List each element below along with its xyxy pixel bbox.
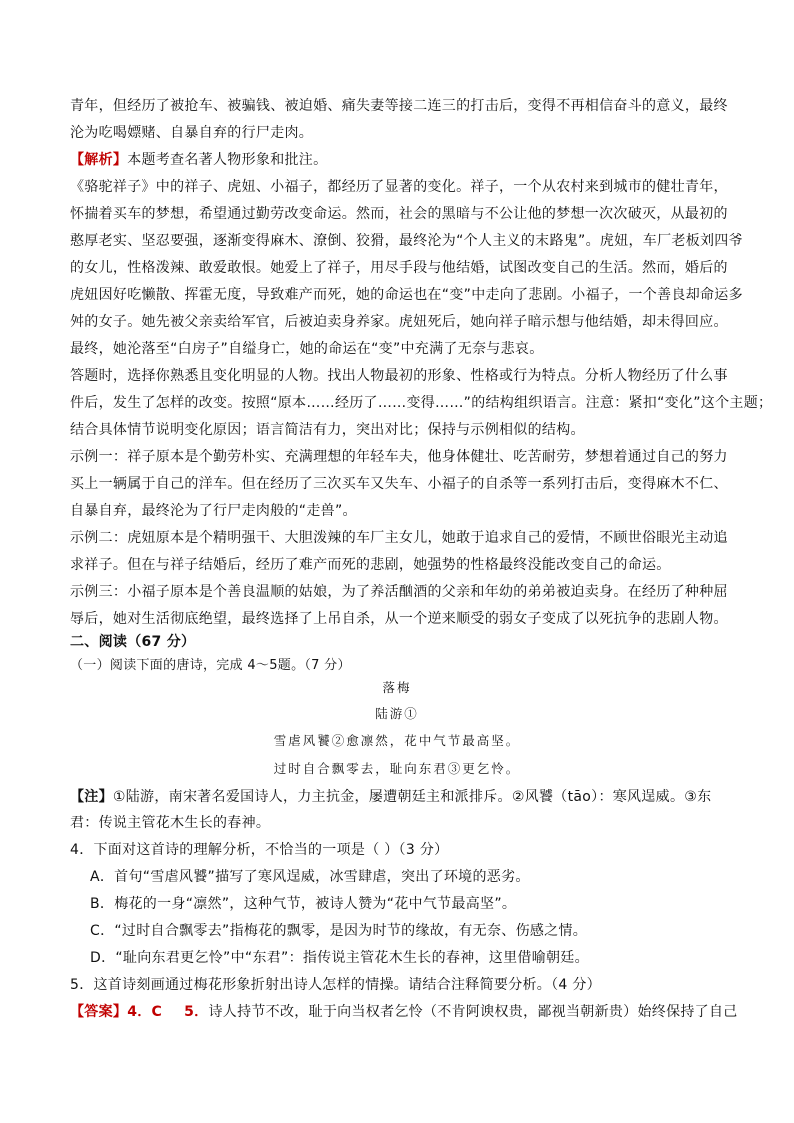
text-line: 青年，但经历了被抢车、被骗钱、被迫婚、痛失妻等接二连三的打击后，变得不再相信奋斗的意义，最终 <box>70 98 728 114</box>
text-line: 答题时，选择你熟悉且变化明显的人物。找出人物最初的形象、性格或行为特点。分析人物经历了什么事 <box>70 368 728 384</box>
text-line: 最终，她沦落至“白房子”自缢身亡，她的命运在“变”中充满了无奈与悲哀。 <box>70 341 544 357</box>
option-b: B．梅花的一身“凛然”，这种气节，被诗人赞为“花中气节最高坚”。 <box>90 896 517 912</box>
text-line: 虎妞因好吃懒散、挥霍无度，导致难产而死，她的命运也在“变”中走向了悲剧。小福子，一个善良却命运多 <box>70 287 743 303</box>
text-line: 的女儿，性格泼辣、敢爱敢恨。她爱上了祥子，用尽手段与他结婚，试图改变自己的生活。然而，婚后的 <box>70 260 728 276</box>
answer-line <box>70 1002 738 1022</box>
text-line: 示例三：小福子原本是个善良温顺的姑娘，为了养活酗酒的父亲和年幼的弟弟被迫卖身。在经历了种种屈 <box>70 584 728 600</box>
text-line: 买上一辆属于自己的洋车。但在经历了三次买车又失车、小福子的自杀等一系列打击后，变得麻木不仁、 <box>70 476 728 492</box>
answer-q4: 4．C <box>127 1004 163 1020</box>
text-line: 辱后，她对生活彻底绝望，最终选择了上吊自杀，从一个逆来顺受的弱女子变成了以死抗争的悲剧人物。 <box>70 611 728 627</box>
poem-line: 过时自合飘零去，耻向东君③更乞怜。 <box>273 761 521 776</box>
notes-tag: 【注】 <box>70 789 113 805</box>
question-4-stem: 4．下面对这首诗的理解分析，不恰当的一项是（ ）（3 分） <box>70 842 449 858</box>
poem-author: 陆游① <box>375 706 419 721</box>
poem-title: 落梅 <box>382 680 412 695</box>
text-line: 示例二：虎妞原本是个精明强干、大胆泼辣的车厂主女儿，她敢于追求自己的爱情，不顾世俗眼光主动追 <box>70 530 728 546</box>
text-line: 怀揣着买车的梦想，希望通过勤劳改变命运。然而，社会的黑暗与不公让他的梦想一次次破灭，从最初的 <box>70 206 728 222</box>
text-line: 舛的女子。她先被父亲卖给军官，后被迫卖身养家。虎妞死后，她向祥子暗示想与他结婚，却未得回应。 <box>70 314 728 330</box>
answer-q5-prefix: 5． <box>184 1004 209 1020</box>
jiexi-head: 本题考查名著人物形象和批注。 <box>127 152 328 168</box>
notes-line: 君：传说主管花木生长的春神。 <box>70 815 271 831</box>
answer-text: 诗人持节不改，耻于向当权者乞怜（不肯阿谀权贵，鄙视当朝新贵）始终保持了自己 <box>208 1004 738 1020</box>
text-line: 件后，发生了怎样的改变。按照“原本……经历了……变得……”的结构组织语言。注意：紧扣“变化”这个主题； <box>70 395 773 411</box>
text-line: 沦为吃喝嫖赌、自暴自弃的行尸走肉。 <box>70 125 314 141</box>
option-a: A．首句“雪虐风饕”描写了寒风逞威，冰雪肆虐，突出了环境的恶劣。 <box>90 869 530 885</box>
notes-text: ①陆游，南宋著名爱国诗人，力主抗金，屡遭朝廷主和派排斥。②风饕（tāo）：寒风逞威。③东 <box>112 789 712 805</box>
jiexi-tag: 【解析】 <box>70 152 128 168</box>
text-line: 求祥子。但在与祥子结婚后，经历了难产而死的悲剧，她强势的性格最终没能改变自己的命运。 <box>70 557 671 573</box>
poem-line: 雪虐风饕②愈凛然，花中气节最高坚。 <box>273 733 521 748</box>
text-line: 自暴自弃，最终沦为了行尸走肉般的“走兽”。 <box>70 503 357 519</box>
jiexi-heading <box>70 150 730 170</box>
option-d: D．“耻向东君更乞怜”中“东君”：指传说主管花木生长的春神，这里借喻朝廷。 <box>90 950 589 966</box>
question-5-stem: 5．这首诗刻画通过梅花形象折射出诗人怎样的情操。请结合注释简要分析。（4 分） <box>70 977 601 993</box>
text-line: 憨厚老实、坚忍要强，逐渐变得麻木、潦倒、狡猾，最终沦为“个人主义的末路鬼”。虎妞，车厂老板刘四爷 <box>70 233 743 249</box>
section-subtitle: （一）阅读下面的唐诗，完成 4～5题。（7 分） <box>70 658 351 673</box>
section-title: 二、阅读（67 分） <box>70 634 196 650</box>
text-line: 示例一：祥子原本是个勤劳朴实、充满理想的年轻车夫，他身体健壮、吃苦耐劳，梦想着通过自己的努力 <box>70 449 728 465</box>
option-c: C．“过时自合飘零去”指梅花的飘零，是因为时节的缘故，有无奈、伤感之情。 <box>90 923 588 939</box>
answer-tag: 【答案】 <box>70 1004 128 1020</box>
notes-line <box>70 787 730 807</box>
text-line: 《骆驼祥子》中的祥子、虎妞、小福子，都经历了显著的变化。祥子，一个从农村来到城市的健壮青年， <box>70 179 728 195</box>
text-line: 结合具体情节说明变化原因；语言简洁有力，突出对比；保持与示例相似的结构。 <box>70 422 585 438</box>
